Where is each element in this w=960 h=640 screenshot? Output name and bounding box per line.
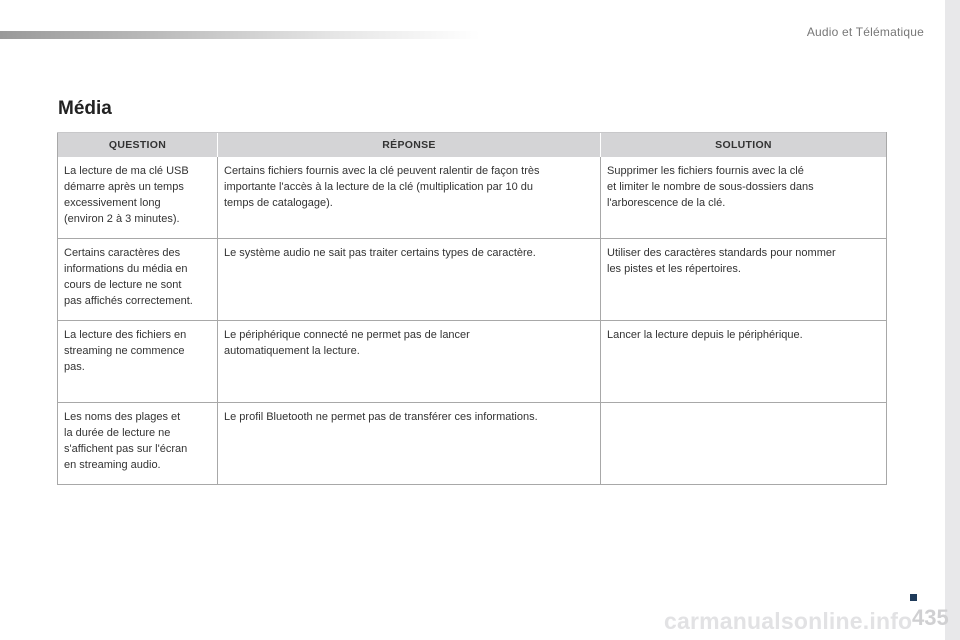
column-header-question: QUESTION	[58, 133, 218, 158]
question-cell: La lecture des fichiers en streaming ne commence pas.	[58, 321, 218, 403]
watermark: carmanualsonline.info	[664, 608, 913, 634]
table-row	[58, 321, 887, 403]
table-row	[58, 239, 887, 321]
column-header-solution: SOLUTION	[601, 133, 887, 158]
answer-cell: Le périphérique connecté ne permet pas de lancer automatiquement la lecture.	[218, 321, 601, 403]
page-number: 435	[912, 605, 949, 630]
solution-cell: Utiliser des caractères standards pour nommer les pistes et les répertoires.	[601, 239, 887, 321]
solution-cell	[601, 403, 887, 485]
header-gradient-bar	[0, 31, 480, 39]
question-cell: La lecture de ma clé USB démarre après un temps excessivement long (environ 2 à 3 minutes).	[58, 157, 218, 239]
answer-cell: Le profil Bluetooth ne permet pas de transférer ces informations.	[218, 403, 601, 485]
table-row	[58, 157, 887, 239]
table-row	[58, 403, 887, 485]
section-title: Audio et Télématique	[806, 25, 924, 39]
solution-cell: Lancer la lecture depuis le périphérique.	[601, 321, 887, 403]
solution-cell: Supprimer les fichiers fournis avec la clé et limiter le nombre de sous-dossiers dans l'arborescence de la clé.	[601, 157, 887, 239]
question-cell: Certains caractères des informations du média en cours de lecture ne sont pas affichés correctement.	[58, 239, 218, 321]
question-cell: Les noms des plages et la durée de lecture ne s'affichent pas sur l'écran en streaming audio.	[58, 403, 218, 485]
column-header-answer: RÉPONSE	[218, 133, 601, 158]
table-header-row	[58, 133, 887, 158]
page-edge-strip	[945, 0, 960, 640]
answer-cell: Le système audio ne sait pas traiter certains types de caractère.	[218, 239, 601, 321]
page-marker-square	[910, 594, 917, 601]
page-heading: Média	[58, 98, 112, 119]
troubleshooting-table	[57, 132, 887, 485]
answer-cell: Certains fichiers fournis avec la clé peuvent ralentir de façon très importante l'accès à la lecture de la clé (multiplication par 10 du temps de catalogage).	[218, 157, 601, 239]
